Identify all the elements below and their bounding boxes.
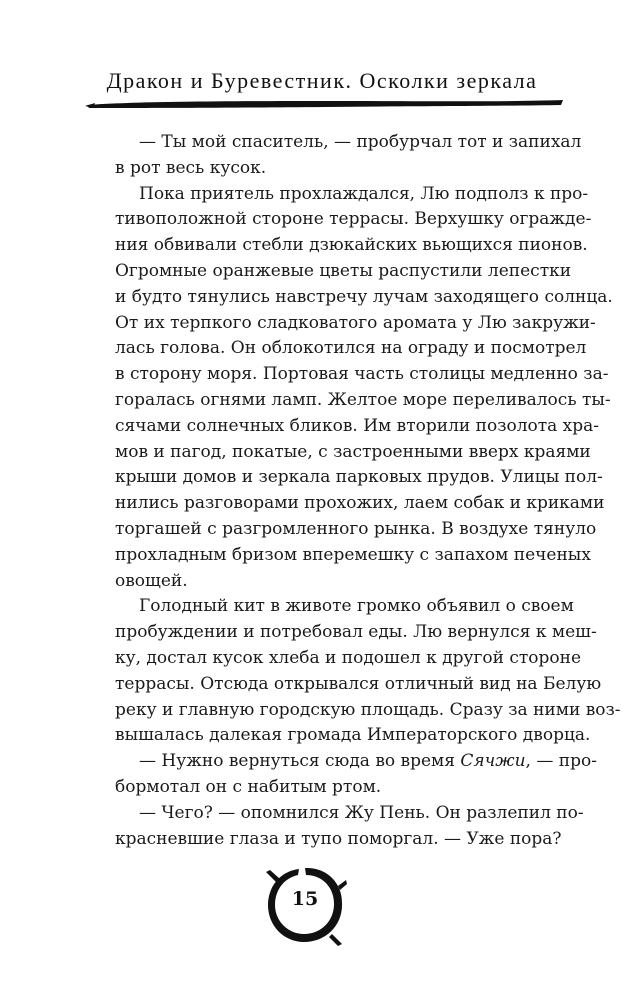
text-line: лась голова. Он облокотился на ограду и посмотрел bbox=[115, 338, 587, 359]
text-line: Голодный кит в животе громко объявил о своем bbox=[139, 596, 574, 617]
text-line: пробуждении и потребовал еды. Лю вернулся к меш- bbox=[115, 622, 597, 643]
text-line: террасы. Отсюда открывался отличный вид на Белую bbox=[115, 673, 602, 694]
text-line: бормотал он с набитым ртом. bbox=[115, 776, 382, 797]
text-line: вышалась далекая громада Императорского дворца. bbox=[115, 725, 591, 746]
text-line: тивоположной стороне террасы. Верхушку огражде- bbox=[115, 209, 592, 230]
text-line: мов и пагод, покатые, с застроенными вверх краями bbox=[115, 441, 591, 462]
page-number: 15 bbox=[291, 888, 319, 910]
body-text bbox=[115, 130, 621, 852]
text-line: и будто тянулись навстречу лучам заходящего солнца. bbox=[115, 286, 613, 307]
text-line: горалась огнями ламп. Желтое море переливалось ты- bbox=[115, 389, 611, 410]
text-line: овощей. bbox=[115, 570, 188, 591]
text-line: — Чего? — опомнился Жу Пень. Он разлепил по- bbox=[139, 802, 584, 823]
text-line: прохладным бризом вперемешку с запахом печеных bbox=[115, 544, 591, 565]
text-segment: , — про- bbox=[525, 751, 597, 772]
text-line bbox=[115, 749, 597, 775]
running-title: Дракон и Буревестник. Осколки зеркала bbox=[106, 68, 538, 93]
text-line: сячами солнечных бликов. Им вторили позолота хра- bbox=[115, 415, 600, 436]
text-line: Пока приятель прохлаждался, Лю подполз к про- bbox=[139, 183, 589, 204]
text-line: крыши домов и зеркала парковых прудов. Улицы пол- bbox=[115, 467, 603, 488]
brush-stroke-rule-icon bbox=[85, 96, 565, 112]
text-line: Огромные оранжевые цветы распустили лепестки bbox=[115, 260, 572, 281]
text-line: ния обвивали стебли дзюкайских вьющихся пионов. bbox=[115, 235, 588, 256]
text-line: в рот весь кусок. bbox=[115, 157, 267, 178]
text-line: нились разговорами прохожих, лаем собак и криками bbox=[115, 493, 605, 514]
italic-term: Сячжи bbox=[460, 751, 526, 772]
text-line: в сторону моря. Портовая часть столицы медленно за- bbox=[115, 364, 609, 385]
text-line: — Ты мой спаситель, — пробурчал тот и запихал bbox=[139, 132, 582, 152]
text-line: торгашей с разгромленного рынка. В воздухе тянуло bbox=[115, 518, 597, 539]
text-line: красневшие глаза и тупо поморгал. — Уже пора? bbox=[115, 828, 562, 849]
text-segment: — Нужно вернуться сюда во время bbox=[139, 751, 461, 772]
text-line: реку и главную городскую площадь. Сразу за ними воз- bbox=[115, 699, 621, 720]
text-line: ку, достал кусок хлеба и подошел к другой стороне bbox=[115, 647, 582, 668]
text-line: От их терпкого сладковатого аромата у Лю закружи- bbox=[115, 312, 596, 333]
